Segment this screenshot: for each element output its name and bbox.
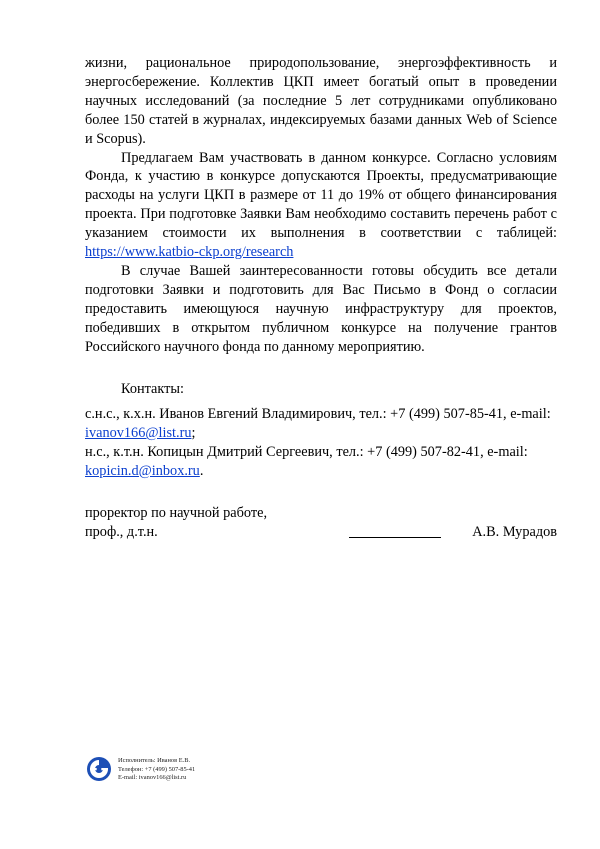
signature-line xyxy=(349,537,441,538)
signature-degree-row xyxy=(85,523,557,542)
executor-email: E-mail: ivanov166@list.ru xyxy=(118,774,187,782)
contact-kopitsyn xyxy=(85,443,557,481)
contacts-heading: Контакты: xyxy=(121,381,184,397)
paragraph-research-experience: жизни, рациональное природопользование, энергоэффективность и энергосбережение. Коллектив ЦКП имеет богатый опыт в проведении научных исследований (за последние 5 лет сотрудниками опубликовано более 150 статей в журналах, индексируемых базами данных Web of Science и Scopus). xyxy=(85,55,557,147)
research-link[interactable]: https://www.katbio-ckp.org/research xyxy=(85,244,294,261)
invitation-text: Предлагаем Вам участвовать в данном конкурсе. Согласно условиям Фонда, к участию в конкурсе допускаются Проекты, предусматривающие расходы на услуги ЦКП в размере от 11 до 19% от общего финансирования проекта. При подготовке Заявки Вам необходимо составить перечень работ с указанием стоимости их выполнения в соответствии с таблицей: xyxy=(85,149,557,242)
ivanov-email-link[interactable]: ivanov166@list.ru xyxy=(85,424,192,441)
signature-degree: проф., д.т.н. xyxy=(85,523,158,540)
organization-logo-icon xyxy=(86,756,112,782)
paragraph-invitation xyxy=(85,149,557,262)
contacts-block xyxy=(85,405,557,481)
signature-position: проректор по научной работе, xyxy=(85,505,268,521)
contact-ivanov-end: ; xyxy=(191,424,196,441)
contact-kopitsyn-end: . xyxy=(199,462,204,479)
contact-kopitsyn-text: н.с., к.т.н. Копицын Дмитрий Сергеевич, тел.: +7 (499) 507-82-41, e-mail: xyxy=(85,443,528,460)
paragraph-interest: В случае Вашей заинтересованности готовы обсудить все детали подготовки Заявки и подготовить для Вас Письмо в Фонд о согласии предоставить имеющуюся научную инфраструктуру для проектов, победивших в открытом публичном конкурсе на получение грантов Российского научного фонда по данному мероприятию. xyxy=(85,262,557,355)
signature-block xyxy=(85,504,557,542)
kopitsyn-email-link[interactable]: kopicin.d@inbox.ru xyxy=(85,462,200,479)
letter-body xyxy=(85,54,557,357)
signature-title-row xyxy=(85,504,557,523)
executor-phone: Телефон: +7 (499) 507-85-41 xyxy=(118,765,196,773)
executor-info xyxy=(118,757,195,783)
contact-ivanov xyxy=(85,405,557,443)
contact-ivanov-text: с.н.с., к.х.н. Иванов Евгений Владимирович, тел.: +7 (499) 507-85-41, e-mail: xyxy=(85,406,551,422)
signatory-name: А.В. Мурадов xyxy=(472,523,557,540)
executor-name: Исполнитель: Иванов Е.В. xyxy=(118,757,191,764)
